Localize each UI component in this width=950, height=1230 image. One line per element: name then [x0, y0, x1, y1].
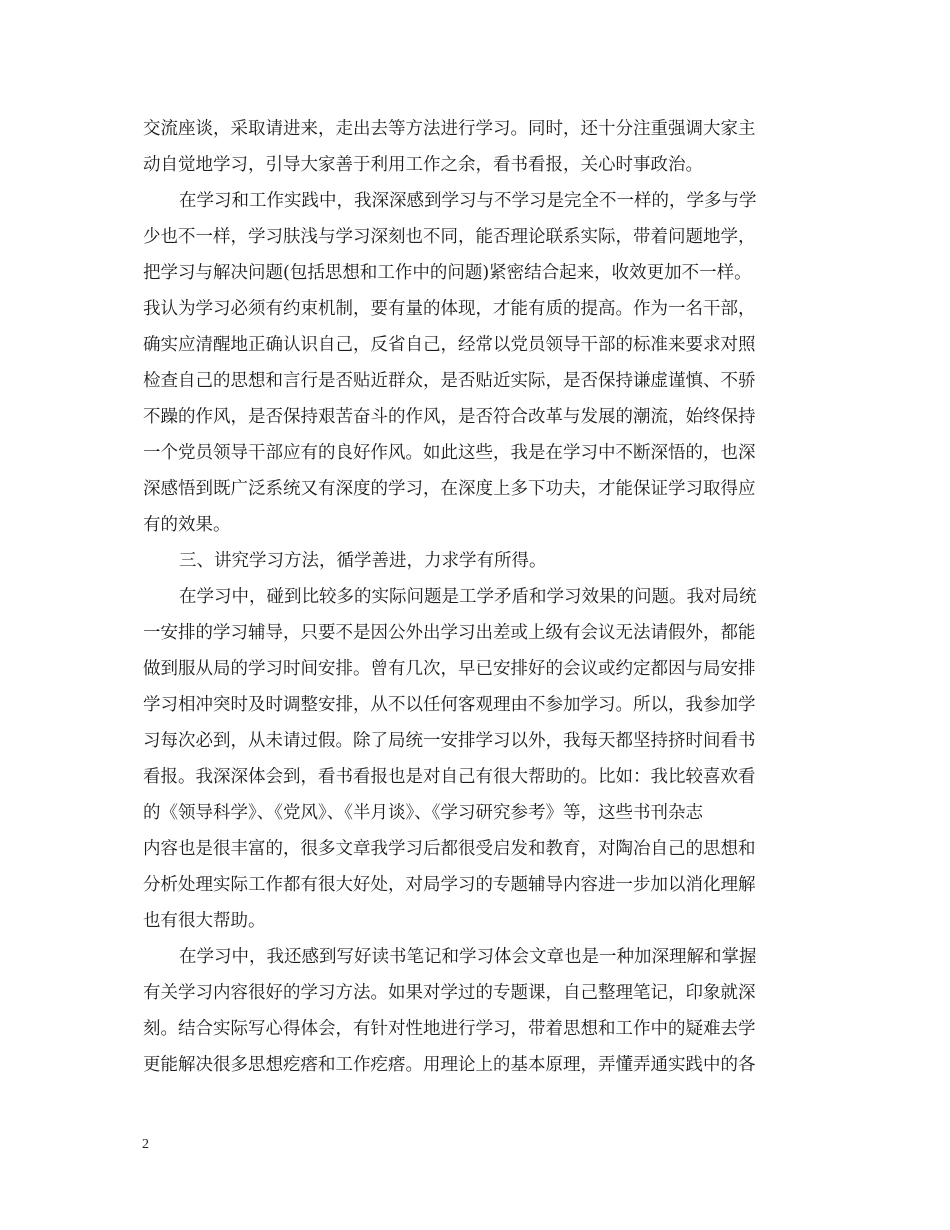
text-line: 我认为学习必须有约束机制，要有量的体现，才能有质的提高。作为一名干部，	[143, 299, 756, 319]
text-line: 一安排的学习辅导，只要不是因公外出学习出差或上级有会议无法请假外，都能	[143, 623, 756, 643]
paragraph-start-line: 在学习中，我还感到写好读书笔记和学习体会文章也是一种加深理解和掌握	[179, 947, 757, 967]
section-heading: 三、讲究学习方法，循学善进，力求学有所得。	[179, 551, 547, 571]
text-line: 更能解决很多思想疙瘩和工作疙瘩。用理论上的基本原理，弄懂弄通实践中的各	[143, 1055, 756, 1075]
text-line: 习每次必到，从未请过假。除了局统一安排学习以外，我每天都坚持挤时间看书	[143, 731, 756, 751]
text-line: 有的效果。	[143, 515, 231, 535]
text-line: 交流座谈，采取请进来，走出去等方法进行学习。同时，还十分注重强调大家主	[143, 119, 756, 139]
text-line: 深感悟到既广泛系统又有深度的学习，在深度上多下功夫，才能保证学习取得应	[143, 479, 756, 499]
text-line: 学习相冲突时及时调整安排，从不以任何客观理由不参加学习。所以，我参加学	[143, 695, 756, 715]
text-line: 不躁的作风，是否保持艰苦奋斗的作风，是否符合改革与发展的潮流，始终保持	[143, 407, 756, 427]
text-line: 分析处理实际工作都有很大好处，对局学习的专题辅导内容进一步加以消化理解	[143, 875, 756, 895]
page-number: 2	[142, 1137, 149, 1152]
text-line: 一个党员领导干部应有的良好作风。如此这些，我是在学习中不断深悟的，也深	[143, 443, 756, 463]
text-line: 少也不一样，学习肤浅与学习深刻也不同，能否理论联系实际，带着问题地学，	[143, 227, 756, 247]
text-line: 刻。结合实际写心得体会，有针对性地进行学习，带着思想和工作中的疑难去学	[143, 1019, 756, 1039]
paragraph-start-line: 在学习和工作实践中，我深深感到学习与不学习是完全不一样的，学多与学	[179, 191, 757, 211]
paragraph-start-line: 在学习中，碰到比较多的实际问题是工学矛盾和学习效果的问题。我对局统	[179, 587, 757, 607]
text-line: 动自觉地学习，引导大家善于利用工作之余，看书看报，关心时事政治。	[143, 155, 703, 175]
text-line: 看报。我深深体会到，看书看报也是对自己有很大帮助的。比如：我比较喜欢看	[143, 767, 756, 787]
text-line: 把学习与解决问题(包括思想和工作中的问题)紧密结合起来，收效更加不一样。	[143, 263, 752, 283]
text-line: 做到服从局的学习时间安排。曾有几次，早已安排好的会议或约定都因与局安排	[143, 659, 756, 679]
text-line: 检查自己的思想和言行是否贴近群众，是否贴近实际，是否保持谦虚谨慎、不骄	[143, 371, 756, 391]
text-line: 的《领导科学》、《党风》、《半月谈》、《学习研究参考》等，这些书刊杂志	[143, 803, 703, 823]
text-line: 也有很大帮助。	[143, 911, 266, 931]
text-line: 有关学习内容很好的学习方法。如果对学过的专题课，自己整理笔记，印象就深	[143, 983, 756, 1003]
text-line: 内容也是很丰富的，很多文章我学习后都很受启发和教育，对陶冶自己的思想和	[143, 839, 756, 859]
text-line: 确实应清醒地正确认识自己，反省自己，经常以党员领导干部的标准来要求对照	[143, 335, 756, 355]
